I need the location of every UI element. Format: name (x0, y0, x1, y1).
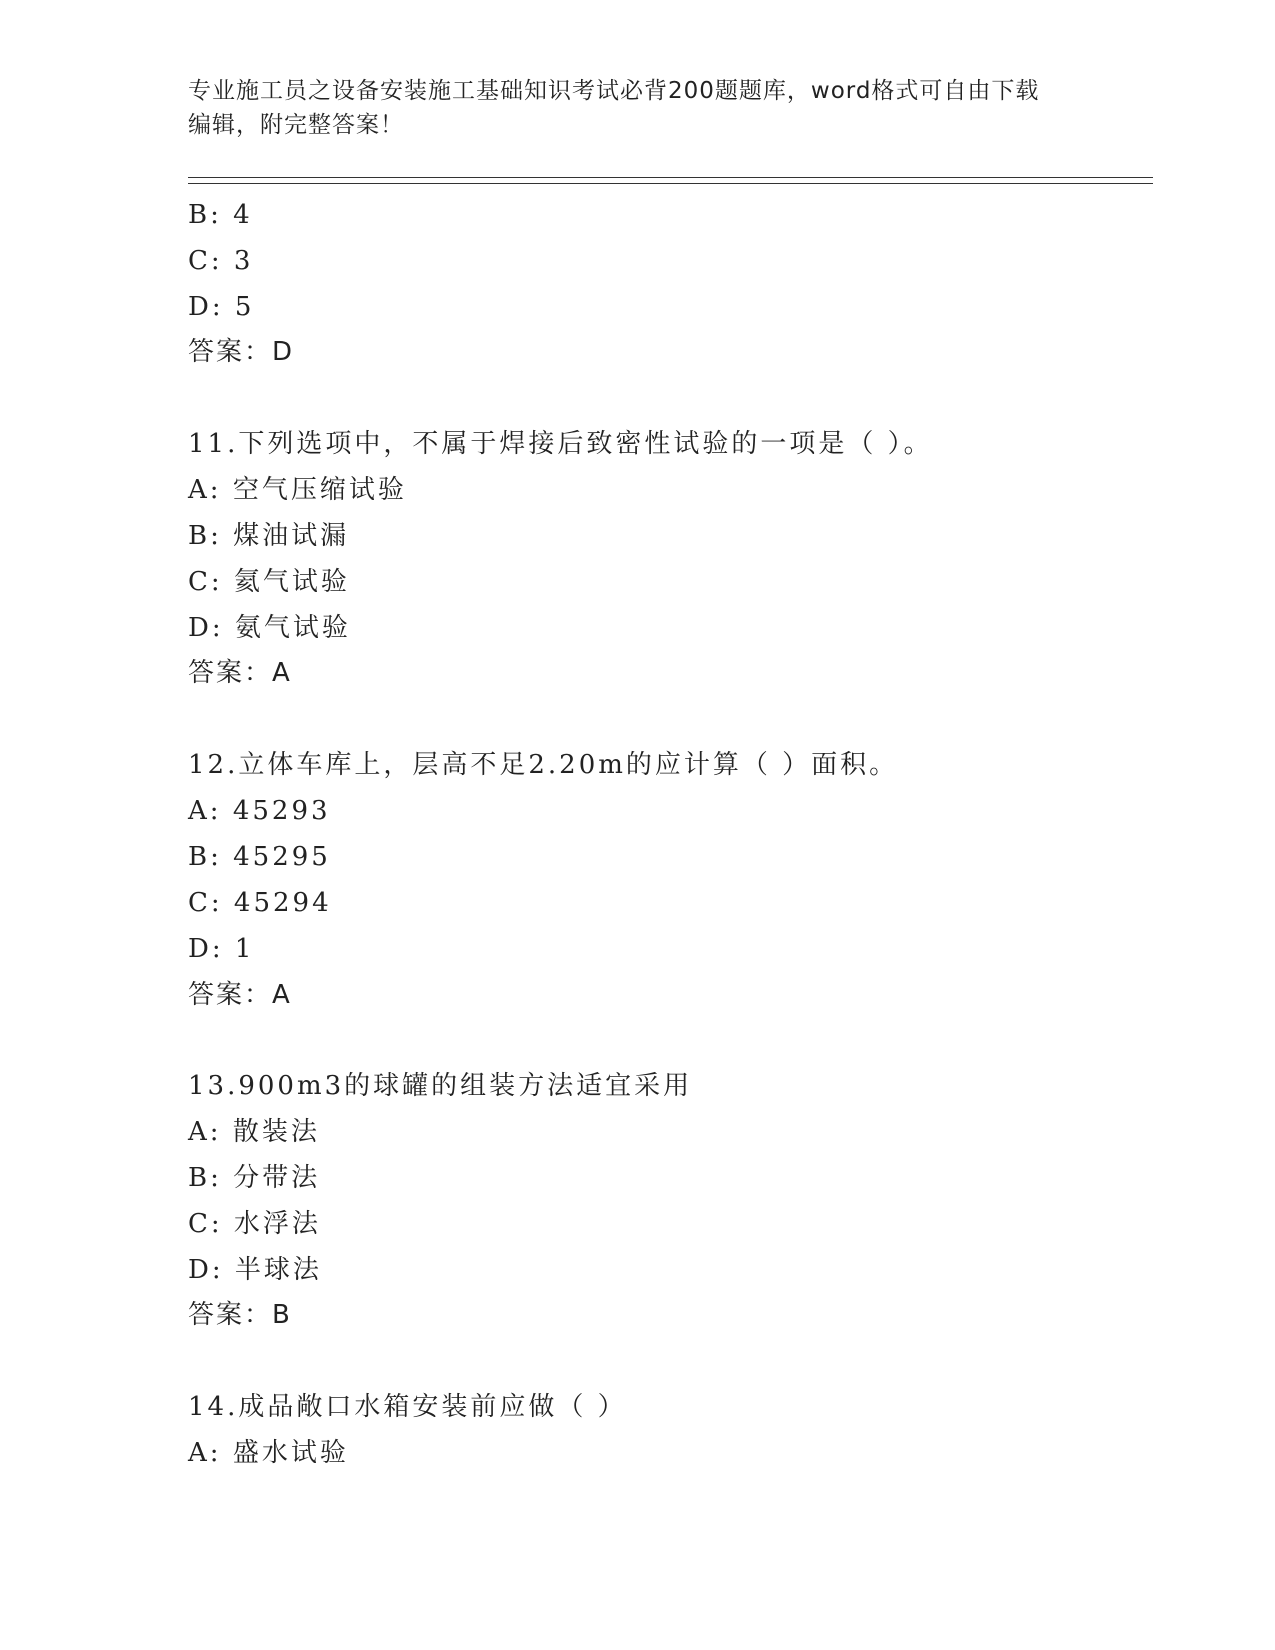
option-letter: C: (188, 567, 223, 597)
question-stem: 11.下列选项中，不属于焊接后致密性试验的一项是（ ）。 (188, 429, 933, 459)
option-text: 半球法 (234, 1255, 322, 1285)
option-d (188, 929, 254, 969)
option-letter: B: (188, 1163, 222, 1193)
option-letter: D: (188, 613, 224, 643)
option-d (188, 608, 351, 648)
option-text: 散装法 (232, 1117, 320, 1147)
question-stem: 14.成品敞口水箱安装前应做（ ） (188, 1392, 627, 1422)
option-text: 盛水试验 (232, 1438, 349, 1468)
header-title-line-1: 专业施工员之设备安装施工基础知识考试必背200题题库，word格式可自由下载 (188, 78, 1040, 104)
option-b (188, 837, 331, 877)
option-a (188, 1112, 320, 1152)
option-text: 45294 (233, 888, 332, 918)
option-a (188, 1433, 349, 1473)
option-letter: C: (188, 246, 223, 276)
option-text: 氨气试验 (234, 613, 351, 643)
option-d (188, 287, 254, 327)
document-header (188, 74, 1088, 142)
option-text: 分带法 (233, 1163, 321, 1193)
header-title-line-2: 编辑，附完整答案！ (188, 112, 404, 138)
option-text: 煤油试漏 (233, 521, 350, 551)
option-letter: A: (188, 475, 222, 505)
option-letter: A: (188, 796, 222, 826)
option-text: 水浮法 (233, 1209, 321, 1239)
option-letter: A: (188, 1438, 222, 1468)
option-letter: A: (188, 1117, 222, 1147)
answer-line: 答案：D (188, 337, 295, 367)
option-letter: D: (188, 934, 224, 964)
option-b (188, 516, 349, 556)
option-letter: B: (188, 200, 222, 230)
option-text: 4 (233, 200, 253, 230)
header-rule-bottom (188, 183, 1153, 184)
option-letter: D: (188, 1255, 224, 1285)
question-stem: 12.立体车库上，层高不足2.20m的应计算（ ）面积。 (188, 750, 899, 780)
option-letter: C: (188, 1209, 223, 1239)
option-text: 氦气试验 (233, 567, 350, 597)
option-b (188, 195, 253, 235)
option-b (188, 1158, 320, 1198)
option-letter: B: (188, 842, 222, 872)
header-rule-top (188, 177, 1153, 178)
question-stem: 13.900m3的球罐的组装方法适宜采用 (188, 1071, 693, 1101)
option-text: 5 (234, 292, 255, 322)
option-text: 1 (234, 934, 255, 964)
option-c (188, 883, 332, 923)
answer-line: 答案：A (188, 980, 292, 1010)
option-text: 45293 (232, 796, 331, 826)
option-letter: B: (188, 521, 222, 551)
option-c (188, 241, 253, 281)
option-a (188, 470, 407, 510)
option-d (188, 1250, 322, 1290)
option-c (188, 562, 350, 602)
option-letter: D: (188, 292, 224, 322)
option-text: 空气压缩试验 (232, 475, 407, 505)
option-text: 45295 (233, 842, 331, 872)
option-letter: C: (188, 888, 223, 918)
option-a (188, 791, 331, 831)
answer-line: 答案：A (188, 658, 292, 688)
option-c (188, 1204, 321, 1244)
answer-line: 答案：B (188, 1300, 292, 1330)
option-text: 3 (233, 246, 254, 276)
